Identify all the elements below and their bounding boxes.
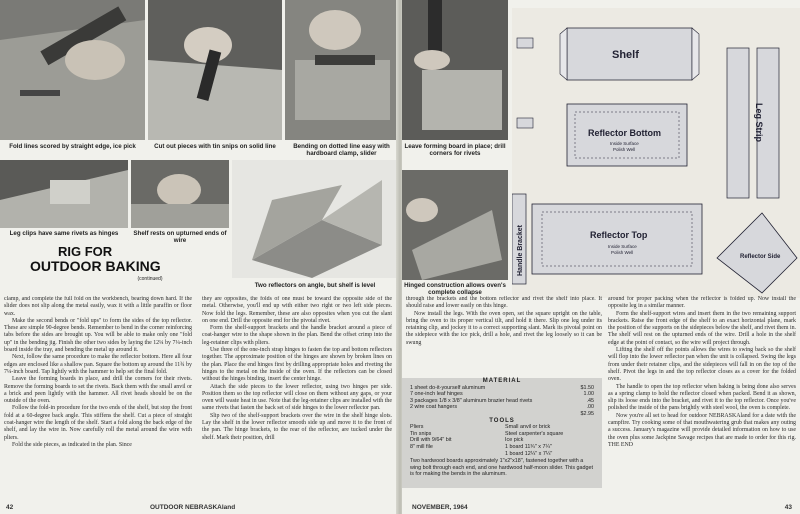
paragraph: Now install the legs. With the oven open, set the square upright on the table, bring the oven to its proper vertical tilt, and hold it there. Slip one leg under its retaining clip, and jockey it to a correct supporting slant. Mark its pivotal point on the sidepiece with the ice pick, drill a hole, and rivet the leg loosely so it can be swung <box>406 310 602 346</box>
tools-left: Pliers Tin snips Drill with 9/64" bit 8" mill file <box>410 424 452 450</box>
magazine-name: OUTDOOR NEBRASKAland <box>150 504 236 511</box>
material-box <box>402 378 602 488</box>
photo-shelf-rests <box>131 160 229 228</box>
headline-line2: OUTDOOR BAKING <box>30 258 161 274</box>
paragraph: Leave the forming boards in place, and drill the corners for their rivets. Remove the forming boards to set the rivets. Back them with the small anvil or a brick and peen lightly with the hammer. All rivet heads should be on the outside of the oven. <box>4 376 192 405</box>
left-body-column-1 <box>4 296 192 496</box>
paragraph: Make the second bends or "fold ups" to form the sides of the top reflector. These are simple 90-degree bends. Remember to bend in the corner reinforcing tabs before the sides are brought up. You will be able to make only one "fold up" in the bending jig. Finish the other two sides by laying the 12¼ by 7¼-inch board inside the tray, and bending the metal up around it. <box>4 317 192 354</box>
photo-forming-board <box>402 0 508 140</box>
photo-cut-out <box>148 0 282 140</box>
photo-caption: Shelf rests on upturned ends of wire <box>133 230 227 244</box>
inside-surface-note: Inside Surface <box>610 141 639 146</box>
photo-caption: Two reflectors on angle, but shelf is level <box>254 282 376 289</box>
photo-caption: Hinged construction allows oven's complete collapse <box>404 282 506 296</box>
material-row: 7 one-inch leaf hinges 1.00 <box>410 391 594 398</box>
photo-hinged-construction <box>402 170 508 280</box>
page-number-left: 42 <box>6 504 14 511</box>
continued-note: (continued) <box>137 276 163 282</box>
reflector-top-label: Reflector Top <box>590 230 648 240</box>
paragraph: Attach the side pieces to the lower reflector, using two hinges per side. Position them so the top reflector will close on them without any gaps, or your oven will waste heat in use. Note that the leg-retainer clips are installed with the same rivets that fasten the back set of side hinges to the lower reflector pan. <box>202 383 392 412</box>
left-page <box>0 0 398 514</box>
reflector-top-piece <box>532 204 702 274</box>
shelf-label: Shelf <box>612 49 639 61</box>
paragraph: Lifting the shelf off the points allows the wires to swing back so the shelf will flop into the lower reflector pan when the unit is collapsed. Swing the legs from under their retainer clips, and the sidepieces will fall in on the top of the shelf. Pivot the legs in and the top reflector closes as a cover for the folded oven. <box>608 347 796 383</box>
issue-date: NOVEMBER, 1964 <box>412 504 468 511</box>
tools-heading: TOOLS <box>489 417 515 424</box>
paragraph: Fold the side pieces, as indicated in the plan. Since <box>12 441 132 448</box>
paragraph: around for proper packing when the reflector is folded up. Now install the opposite leg in a similar manner. <box>608 296 796 310</box>
reflector-side-label: Reflector Side <box>740 254 781 260</box>
page-number-right: 43 <box>784 504 792 511</box>
material-row: 1 sheet do-it-yourself aluminum $1.50 <box>410 384 594 391</box>
paragraph: Form the shelf-support brackets and the handle bracket around a piece of coat-hanger wire to the shape shown in the plan. Bend the offset crimp into the leg-retainer clips with pliers. <box>202 325 392 346</box>
polish-well-note: Polish Well <box>613 147 636 152</box>
photo-bending <box>285 0 398 140</box>
polish-well-note: Polish Well <box>611 250 634 255</box>
material-row: 2 wire coat hangers .00 <box>410 404 594 411</box>
left-body-column-2 <box>202 296 392 496</box>
reflector-bottom-label: Reflector Bottom <box>588 128 662 138</box>
material-heading: MATERIAL <box>482 378 522 384</box>
handle-bracket-piece <box>512 194 526 284</box>
paragraph: Follow the fold-in procedure for the two ends of the shelf, but stop the front fold at a 60-degree back angle. This stiffens the shelf. Cut a piece of straight coat-hanger wire the length of the shelf. Start a fold along the back edge of the shelf, and lay the wire in. Now carefully roll the metal around the wire with pliers. <box>4 405 192 441</box>
photo-caption: Fold lines scored by straight edge, ice pick <box>9 143 136 150</box>
paragraph: Slip two of the shelf-support brackets over the wire in the shelf hinge slots. Lay the shelf in the lower reflector smooth side up and move it to the front of the pan. The hinge brackets, to the rear of the reflector, are tucked under the shelf. Mark their position, drill <box>202 412 392 441</box>
material-row: 3 packages 1/8 x 3/8" aluminum brazier head rivets .45 <box>410 397 594 404</box>
photo-leg-clips <box>0 160 128 228</box>
paragraph: Next, follow the same procedure to make the reflector bottom. Here all four edges are enclosed like a shallow pan. Square the bottom up around the 11¾ by 7¼-inch board. Tap lightly with the hammer to help set the final fold. <box>4 354 192 375</box>
handle-bracket-label: Handle Bracket <box>517 225 524 276</box>
paragraph: clamp, and complete the full fold on the workbench, bearing down hard. If the slider does not slip along the metal easily, wax it with a little paraffin or floor wax. <box>4 296 192 317</box>
tools-note: Two hardwood boards approximately 1"x2"x18", fastened together with a wing bolt through each end, and one hardwood half-moon slider. This gadget is for making the bends in the aluminum. <box>410 458 594 478</box>
right-page <box>402 0 800 514</box>
headline-line1: RIG FOR <box>58 244 113 259</box>
tools-list <box>402 424 602 457</box>
tools-right: Small anvil or brick Steel carpenter's square Ice pick 1 board 11¾" x 7¼" 1 board 12¼" x 7¼" <box>505 424 564 457</box>
material-total: $2.95 <box>580 410 594 417</box>
photo-caption: Cut out pieces with tin snips on solid line <box>154 143 276 150</box>
reflector-bottom-piece <box>567 104 687 166</box>
photo-fold-lines <box>0 0 145 140</box>
paragraph: they are opposites, the folds of one must be toward the opposite side of the metal. Otherwise, you'll end up with either two right or two left side pieces. Now fold the legs. Remember, these are also opposites when you cut the slant on one end. Drill the opposite end for the pivotal rivet. <box>202 296 392 324</box>
paragraph: Now you're all set to head for outdoor NEBRASKAland for a date with the campfire. Try cooking some of that mouthwatering grub that makes any outing a success. January's magazine will provide detailed information on how to use the oven plus some Jackpine Savage recipes that are made to order for this rig. THE END <box>608 412 796 448</box>
photo-caption: Leave forming board in place; drill corners for rivets <box>404 143 506 157</box>
inside-surface-note: Inside Surface <box>608 244 637 249</box>
photo-caption: Leg clips have same rivets as hinges <box>9 230 119 237</box>
paragraph: through the brackets and the bottom reflector and rivet the shelf into place. It should raise and lower easily on this hinge. <box>406 296 602 310</box>
paragraph: The handle to open the top reflector when baking is being done also serves as a spring clamp to hold the reflector closed when packed. Bend it as shown, slip its loose ends into the bracket, and rivet it to the top reflector. Once you've polished the inside of the pans brightly with steel wool, the oven is complete. <box>608 383 796 412</box>
shelf-piece <box>560 28 699 80</box>
right-body-column-1 <box>406 296 602 376</box>
construction-plan-diagram <box>512 8 800 298</box>
paragraph: Form the shelf-support wires and insert them in the two remaining support brackets. Raise the front edge of the shelf to an exact horizontal plane, mark the position of the supports on the sidepieces below the shelf, and rivet them in. The shelf will rest on the upturned ends of the wire. Drill a hole in the shelf edge at the point of contact, so the wire will project through. <box>608 310 796 346</box>
photo-caption: Bending on dotted line easy with hardboard clamp, slider <box>293 143 390 157</box>
photo-two-reflectors <box>232 160 398 278</box>
right-body-column-2 <box>608 296 796 496</box>
leg-strip-label: Leg Strip <box>754 103 764 143</box>
paragraph: Use three of the one-inch strap hinges to fasten the top and bottom reflectors together. The approximate position of the hinges are shown by broken lines on the plan. Place the end hinges first by drilling appropriate holes and riveting the hinges to the metal on the inside of the oven. If the reflectors can be closed without the hinges binding, insert the center hinge. <box>202 347 392 383</box>
